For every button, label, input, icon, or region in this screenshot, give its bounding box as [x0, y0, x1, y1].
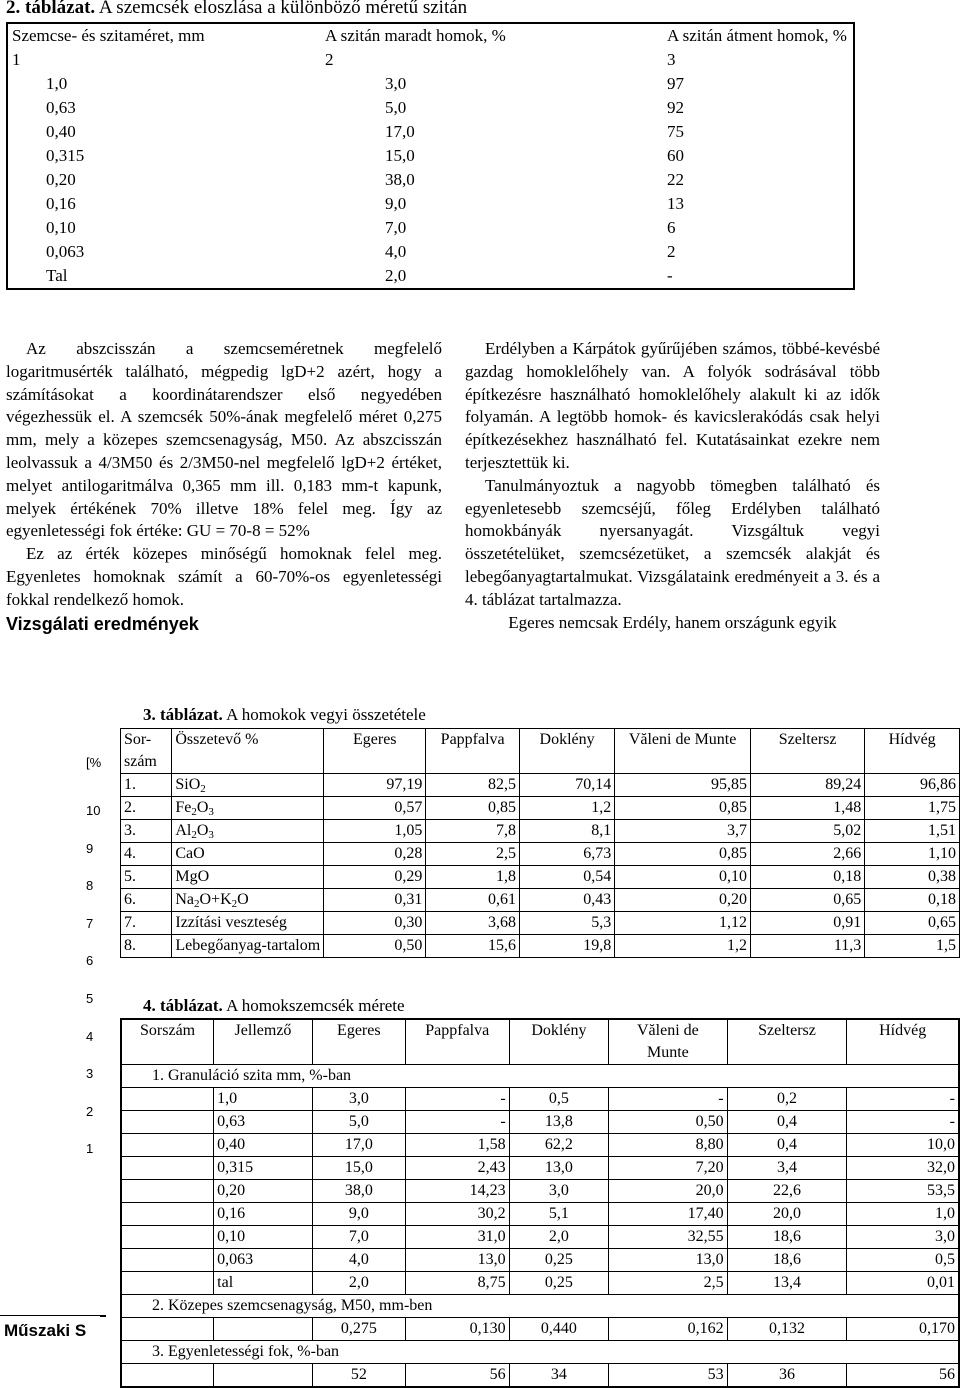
left-paragraph-1: Az abszcisszán a szemcseméretnek megfelelő logaritmusérték található, mégpedig lgD+2 azért, hogy a számításokat a koordinátarendszer első negyedében végezhessük el. A szemcsék 50%-ának megfelelő méret 0,275 mm, mely a közepes szemcsenagyság, M50. Az abszcisszán leolvassuk a 4/3M50 és 2/3M50-nel megfelelő lgD+2 értéket, melyet antilogaritmálva 0,365 mm ill. 0,183 mm-t kapunk, melyek értékének 70% illetve 18% felel meg. Így az egyenletességi fok értéke: GU = 70-8 = 52%: [6, 339, 442, 541]
table4-cell: 5,1: [509, 1203, 608, 1226]
table3-caption-label: 3. táblázat.: [143, 705, 223, 724]
table2-cell: 6: [667, 218, 676, 237]
table2-cell: 0,063: [46, 242, 85, 261]
table3-cell: 70,14: [520, 774, 615, 797]
table3-cell: 0,30: [324, 912, 426, 935]
table3-cell: 1,2: [520, 797, 615, 820]
table3-cell: 1,51: [865, 820, 960, 843]
table4-gu-row: [121, 1364, 959, 1388]
table4-header-cell: Szeltersz: [727, 1019, 847, 1065]
table3-cell: 19,8: [520, 935, 615, 958]
table4-cell: 0,20: [214, 1180, 313, 1203]
table3-cell: 3,7: [615, 820, 751, 843]
table3-header-cell: Összetevő %: [172, 729, 324, 774]
y-tick-label: 5: [86, 991, 94, 1006]
table2-caption-text: A szemcsék eloszlása a különböző méretű szitán: [95, 0, 468, 18]
table4-empty-cell: [121, 1203, 214, 1226]
table2-number-row: [7, 48, 854, 72]
table2-cell: Tal: [46, 266, 68, 285]
table3-header-cell: Sor- szám: [124, 731, 157, 770]
y-tick-label: 2: [86, 1103, 94, 1119]
left-text-column: [6, 338, 442, 635]
table4-cell: 17,40: [609, 1203, 727, 1226]
y-tick-label: 9: [86, 840, 94, 856]
table3-row: [121, 866, 960, 889]
table4-cell: 20,0: [727, 1203, 847, 1226]
table4-cell: 32,55: [609, 1226, 727, 1249]
table3-cell: 0,85: [615, 843, 751, 866]
table4-empty-cell: [214, 1364, 313, 1388]
section-heading: Vizsgálati eredmények: [6, 613, 199, 634]
table4-cell: -: [405, 1088, 509, 1111]
table4-header-row: [121, 1019, 959, 1065]
table4-cell: 0,162: [609, 1318, 727, 1341]
table4-cell: 17,0: [312, 1134, 405, 1157]
table2-cell: 13: [667, 194, 684, 213]
table3-cell: 0,65: [865, 912, 960, 935]
table4-caption-text: A homokszemcsék mérete: [222, 996, 405, 1015]
table4-cell: 31,0: [405, 1226, 509, 1249]
table3-cell: 1,8: [426, 866, 520, 889]
table3-row: [121, 843, 960, 866]
table4-m50-row: [121, 1318, 959, 1341]
table4-cell: 0,4: [727, 1134, 847, 1157]
table4-cell: 3,0: [509, 1180, 608, 1203]
table4-header-cell: Văleni de Munte: [609, 1019, 727, 1065]
table2-cell: 7,0: [385, 218, 407, 237]
table4-cell: 5,0: [312, 1111, 405, 1134]
table3-cell: 0,18: [865, 889, 960, 912]
table4-cell: 56: [847, 1364, 959, 1388]
table4-cell: 52: [312, 1364, 405, 1388]
table2-cell: 5,0: [385, 98, 407, 117]
table3-cell: 82,5: [426, 774, 520, 797]
table2-row: [7, 192, 854, 216]
table2-header-row: [7, 23, 854, 48]
table3-header-cell: Pappfalva: [426, 729, 520, 774]
table4-cell: 13,8: [509, 1111, 608, 1134]
table2-cell: 4,0: [385, 242, 407, 261]
table4-cell: 4,0: [312, 1249, 405, 1272]
footer-journal-title: Műszaki S: [4, 1321, 87, 1340]
table3-row: [121, 774, 960, 797]
table3-cell: 5,02: [751, 820, 865, 843]
table4-empty-cell: [121, 1157, 214, 1180]
table2-cell: 1,0: [46, 74, 68, 93]
table3-cell: CaO: [172, 843, 324, 866]
table3-header-cell: Szeltersz: [751, 729, 865, 774]
table4-empty-cell: [121, 1111, 214, 1134]
table4-cell: tal: [214, 1272, 313, 1295]
table2-row: [7, 168, 854, 192]
table3-header-cell: Doklény: [520, 729, 615, 774]
table4-cell: 0,10: [214, 1226, 313, 1249]
table3-cell: 97,19: [324, 774, 426, 797]
table4-row: [121, 1203, 959, 1226]
footer-rule: [0, 1315, 104, 1316]
table4-cell: 0,5: [509, 1088, 608, 1111]
table2-caption: [6, 0, 467, 20]
table3-cell: 0,20: [615, 889, 751, 912]
table4-cell: 13,0: [609, 1249, 727, 1272]
table3-cell: 0,85: [615, 797, 751, 820]
table4-cell: 13,4: [727, 1272, 847, 1295]
table4-header-cell: Doklény: [509, 1019, 608, 1065]
table3-cell: 1.: [121, 774, 172, 797]
table4-section-label: 3. Egyenletességi fok, %-ban: [121, 1341, 959, 1364]
y-tick-label: 8: [86, 878, 94, 894]
table2-header-cell: Szemcse- és szitaméret, mm: [12, 26, 205, 45]
table3-cell: 5,3: [520, 912, 615, 935]
table4-cell: 7,20: [609, 1157, 727, 1180]
table4-cell: 0,25: [509, 1272, 608, 1295]
table4-cell: 0,16: [214, 1203, 313, 1226]
y-tick-label: 10: [86, 803, 101, 818]
table3-row: [121, 889, 960, 912]
table4-cell: 13,0: [405, 1249, 509, 1272]
table4-section-row: [121, 1295, 959, 1318]
table4-cell: 1,0: [847, 1203, 959, 1226]
table2-cell: 0,10: [46, 218, 76, 237]
table3-row: [121, 935, 960, 958]
left-paragraph-2: Ez az érték közepes minőségű homoknak felel meg. Egyenletes homoknak számít a 60-70%-os egyenletességi fokkal rendelkező homok.: [6, 544, 442, 609]
table4-cell: 62,2: [509, 1134, 608, 1157]
table3-cell: 95,85: [615, 774, 751, 797]
table3-cell: 1,12: [615, 912, 751, 935]
table2-cell: 2,0: [385, 266, 407, 285]
table4-row: [121, 1134, 959, 1157]
table3-cell: 1,75: [865, 797, 960, 820]
table4-section-label: 2. Közepes szemcsenagyság, M50, mm-ben: [121, 1295, 959, 1318]
table4-cell: 0,40: [214, 1134, 313, 1157]
table4-cell: 0,275: [312, 1318, 405, 1341]
table4-cell: -: [847, 1088, 959, 1111]
table2-number-cell: 2: [325, 50, 334, 69]
table4-empty-cell: [121, 1134, 214, 1157]
table4-cell: 53: [609, 1364, 727, 1388]
table2-cell: 0,16: [46, 194, 76, 213]
table3-cell: 2.: [121, 797, 172, 820]
table3-header-row: [121, 729, 960, 774]
table2-cell: 38,0: [385, 170, 415, 189]
table4-cell: 3,0: [312, 1088, 405, 1111]
table2-cell: 22: [667, 170, 684, 189]
y-axis-label: [%: [86, 755, 102, 770]
table4-cell: 8,80: [609, 1134, 727, 1157]
table4-cell: 0,063: [214, 1249, 313, 1272]
table4-empty-cell: [121, 1249, 214, 1272]
table3-cell: 8.: [121, 935, 172, 958]
table4-cell: 0,50: [609, 1111, 727, 1134]
table4: [120, 1018, 960, 1388]
table2-cell: 9,0: [385, 194, 407, 213]
table2-row: [7, 72, 854, 96]
table3-cell: 0,91: [751, 912, 865, 935]
table3-cell: 0,43: [520, 889, 615, 912]
table2-number-cell: 1: [12, 50, 21, 69]
table4-cell: 15,0: [312, 1157, 405, 1180]
table4-cell: 2,43: [405, 1157, 509, 1180]
table4-cell: 0,440: [509, 1318, 608, 1341]
table4-cell: 53,5: [847, 1180, 959, 1203]
table4-cell: 3,4: [727, 1157, 847, 1180]
table4-empty-cell: [121, 1226, 214, 1249]
table4-cell: 7,0: [312, 1226, 405, 1249]
table4-cell: 0,01: [847, 1272, 959, 1295]
table2-cell: 0,20: [46, 170, 76, 189]
table4-row: [121, 1111, 959, 1134]
table2-row: [7, 96, 854, 120]
table3-caption-text: A homokok vegyi összetétele: [222, 705, 426, 724]
table3-cell: 3,68: [426, 912, 520, 935]
table4-cell: 0,130: [405, 1318, 509, 1341]
table4-cell: 30,2: [405, 1203, 509, 1226]
table4-cell: 1,0: [214, 1088, 313, 1111]
table4-cell: -: [405, 1111, 509, 1134]
table3-cell: 1,48: [751, 797, 865, 820]
table4-empty-cell: [121, 1088, 214, 1111]
table3-cell: 0,50: [324, 935, 426, 958]
table4-cell: 14,23: [405, 1180, 509, 1203]
table3-cell: 1,5: [865, 935, 960, 958]
table3-cell: 5.: [121, 866, 172, 889]
table4-cell: 0,5: [847, 1249, 959, 1272]
table3-row: [121, 912, 960, 935]
table4-cell: 0,63: [214, 1111, 313, 1134]
table2-cell: 92: [667, 98, 684, 117]
table4-empty-cell: [214, 1318, 313, 1341]
table4-cell: 18,6: [727, 1226, 847, 1249]
table2-cell: 75: [667, 122, 684, 141]
table4-header-cell: Jellemző: [214, 1019, 313, 1065]
table3-cell: 6,73: [520, 843, 615, 866]
right-paragraph-2: Tanulmányoztuk a nagyobb tömegben található és egyenletesebb szemcséjű, főleg Erdélyben található homokbányák nyersanyagát. Vizsgáltuk vegyi összetételüket, szemcsézetüket, a szemcsék alakját és lebegőanyagtartalmukat. Vizsgálataink eredményeit a 3. és a 4. táblázat tartalmazza.: [465, 475, 880, 609]
table3-cell: 1,05: [324, 820, 426, 843]
table3-cell: $Fe_2O_3$: [172, 797, 324, 820]
table3-header-cell: Hídvég: [865, 729, 960, 774]
table2-cell: 0,40: [46, 122, 76, 141]
table2-row: [7, 264, 854, 289]
table3-cell: 0,18: [751, 866, 865, 889]
table4-empty-cell: [121, 1318, 214, 1341]
table3-cell: $Na_2O+K_2O$: [172, 889, 324, 912]
table3-cell: 0,29: [324, 866, 426, 889]
table4-empty-cell: [121, 1272, 214, 1295]
table4-cell: 1,58: [405, 1134, 509, 1157]
y-tick-label: 4: [86, 1028, 94, 1044]
table4-row: [121, 1249, 959, 1272]
table3-cell: 2,5: [426, 843, 520, 866]
table2-cell: 60: [667, 146, 684, 165]
table3-row: [121, 797, 960, 820]
table4-empty-cell: [121, 1364, 214, 1388]
table2-row: [7, 216, 854, 240]
table3-cell: 4.: [121, 843, 172, 866]
table3-cell: 0,85: [426, 797, 520, 820]
table4-cell: 22,6: [727, 1180, 847, 1203]
table2-cell: 17,0: [385, 122, 415, 141]
table4-empty-cell: [121, 1180, 214, 1203]
table3-cell: 1,2: [615, 935, 751, 958]
table3-cell: 0,28: [324, 843, 426, 866]
table3-cell: 15,6: [426, 935, 520, 958]
table3-cell: 96,86: [865, 774, 960, 797]
table4-cell: 13,0: [509, 1157, 608, 1180]
table4-cell: 9,0: [312, 1203, 405, 1226]
right-paragraph-3: Egeres nemcsak Erdély, hanem országunk egyik: [508, 612, 837, 632]
table4-cell: 0,132: [727, 1318, 847, 1341]
table3-cell: 0,65: [751, 889, 865, 912]
table3-cell: 11,3: [751, 935, 865, 958]
table4-row: [121, 1157, 959, 1180]
table3-cell: 0,38: [865, 866, 960, 889]
table2: [6, 22, 855, 290]
table4-section-label: 1. Granuláció szita mm, %-ban: [121, 1065, 959, 1088]
table2-header-cell: A szitán maradt homok, %: [325, 26, 506, 45]
table3-caption: [143, 705, 426, 725]
table2-row: [7, 144, 854, 168]
table4-header-cell: Egeres: [312, 1019, 405, 1065]
table2-cell: 0,63: [46, 98, 76, 117]
table3-cell: 1,10: [865, 843, 960, 866]
table4-cell: -: [847, 1111, 959, 1134]
table3-cell: 0,10: [615, 866, 751, 889]
table4-row: [121, 1272, 959, 1295]
table4-cell: 8,75: [405, 1272, 509, 1295]
table3-cell: SiO$_2$: [172, 774, 324, 797]
table3-cell: 0,61: [426, 889, 520, 912]
table2-cell: 3,0: [385, 74, 407, 93]
table4-cell: 34: [509, 1364, 608, 1388]
table3-cell: 3.: [121, 820, 172, 843]
table4-cell: 3,0: [847, 1226, 959, 1249]
right-paragraph-1: Erdélyben a Kárpátok gyűrűjében számos, többé-kevésbé gazdag homoklelőhely van. A folyók sodrásával több építkezésre használható homoklelőhely alakult ki az idők folyamán. A legtöbb homok- és kavicslerakódás csak helyi építkezésekhez használható fel. Kutatásainkat ezekre nem terjesztettük ki.: [465, 339, 880, 472]
table4-section-row: [121, 1065, 959, 1088]
table3-cell: Izzítási veszteség: [172, 912, 324, 935]
table3-cell: 8,1: [520, 820, 615, 843]
y-tick-label: 1: [86, 1141, 94, 1157]
table4-section-row: [121, 1341, 959, 1364]
table4-cell: 0,170: [847, 1318, 959, 1341]
table4-header-cell: Pappfalva: [405, 1019, 509, 1065]
table4-cell: 0,25: [509, 1249, 608, 1272]
table3-cell: 7,8: [426, 820, 520, 843]
table4-row: [121, 1088, 959, 1111]
table4-cell: 38,0: [312, 1180, 405, 1203]
y-tick-label: 3: [86, 1066, 94, 1082]
table4-caption: [143, 996, 405, 1016]
table4-cell: 0,2: [727, 1088, 847, 1111]
table3-header-cell: Văleni de Munte: [615, 729, 751, 774]
table4-cell: 20,0: [609, 1180, 727, 1203]
table4-cell: 2,5: [609, 1272, 727, 1295]
table3-cell: 89,24: [751, 774, 865, 797]
table4-header-cell: Hídvég: [847, 1019, 959, 1065]
table3-header-cell: Egeres: [324, 729, 426, 774]
table3-cell: Lebegőanyag-tartalom: [172, 935, 324, 958]
y-tick-label: 6: [86, 953, 94, 969]
table2-row: [7, 120, 854, 144]
table3-cell: 0,31: [324, 889, 426, 912]
clipped-chart: [0, 745, 108, 1365]
table3: [120, 728, 960, 958]
table2-cell: -: [667, 266, 673, 285]
table4-cell: 0,4: [727, 1111, 847, 1134]
table4-header-cell: Sorszám: [140, 1022, 196, 1039]
right-text-column: [465, 338, 880, 634]
table3-cell: 6.: [121, 889, 172, 912]
table4-cell: 56: [405, 1364, 509, 1388]
table4-cell: 0,315: [214, 1157, 313, 1180]
table4-cell: -: [609, 1088, 727, 1111]
table3-cell: 7.: [121, 912, 172, 935]
table4-cell: 2,0: [509, 1226, 608, 1249]
table2-header-cell: A szitán átment homok, %: [667, 26, 847, 45]
table3-cell: MgO: [172, 866, 324, 889]
table4-cell: 36: [727, 1364, 847, 1388]
table4-row: [121, 1226, 959, 1249]
table4-cell: 2,0: [312, 1272, 405, 1295]
table2-cell: 97: [667, 74, 684, 93]
table3-cell: 0,57: [324, 797, 426, 820]
table4-row: [121, 1180, 959, 1203]
table4-cell: 32,0: [847, 1157, 959, 1180]
table4-cell: 10,0: [847, 1134, 959, 1157]
table4-caption-label: 4. táblázat.: [143, 996, 223, 1015]
table3-row: [121, 820, 960, 843]
table2-row: [7, 240, 854, 264]
table2-cell: 2: [667, 242, 676, 261]
table3-cell: 2,66: [751, 843, 865, 866]
table3-cell: $Al_2O_3$: [172, 820, 324, 843]
table3-cell: 0,54: [520, 866, 615, 889]
table2-caption-label: 2. táblázat.: [6, 0, 96, 18]
table4-cell: 18,6: [727, 1249, 847, 1272]
table2-cell: 0,315: [46, 146, 85, 165]
table2-cell: 15,0: [385, 146, 415, 165]
table2-number-cell: 3: [667, 50, 676, 69]
y-tick-label: 7: [86, 915, 94, 931]
